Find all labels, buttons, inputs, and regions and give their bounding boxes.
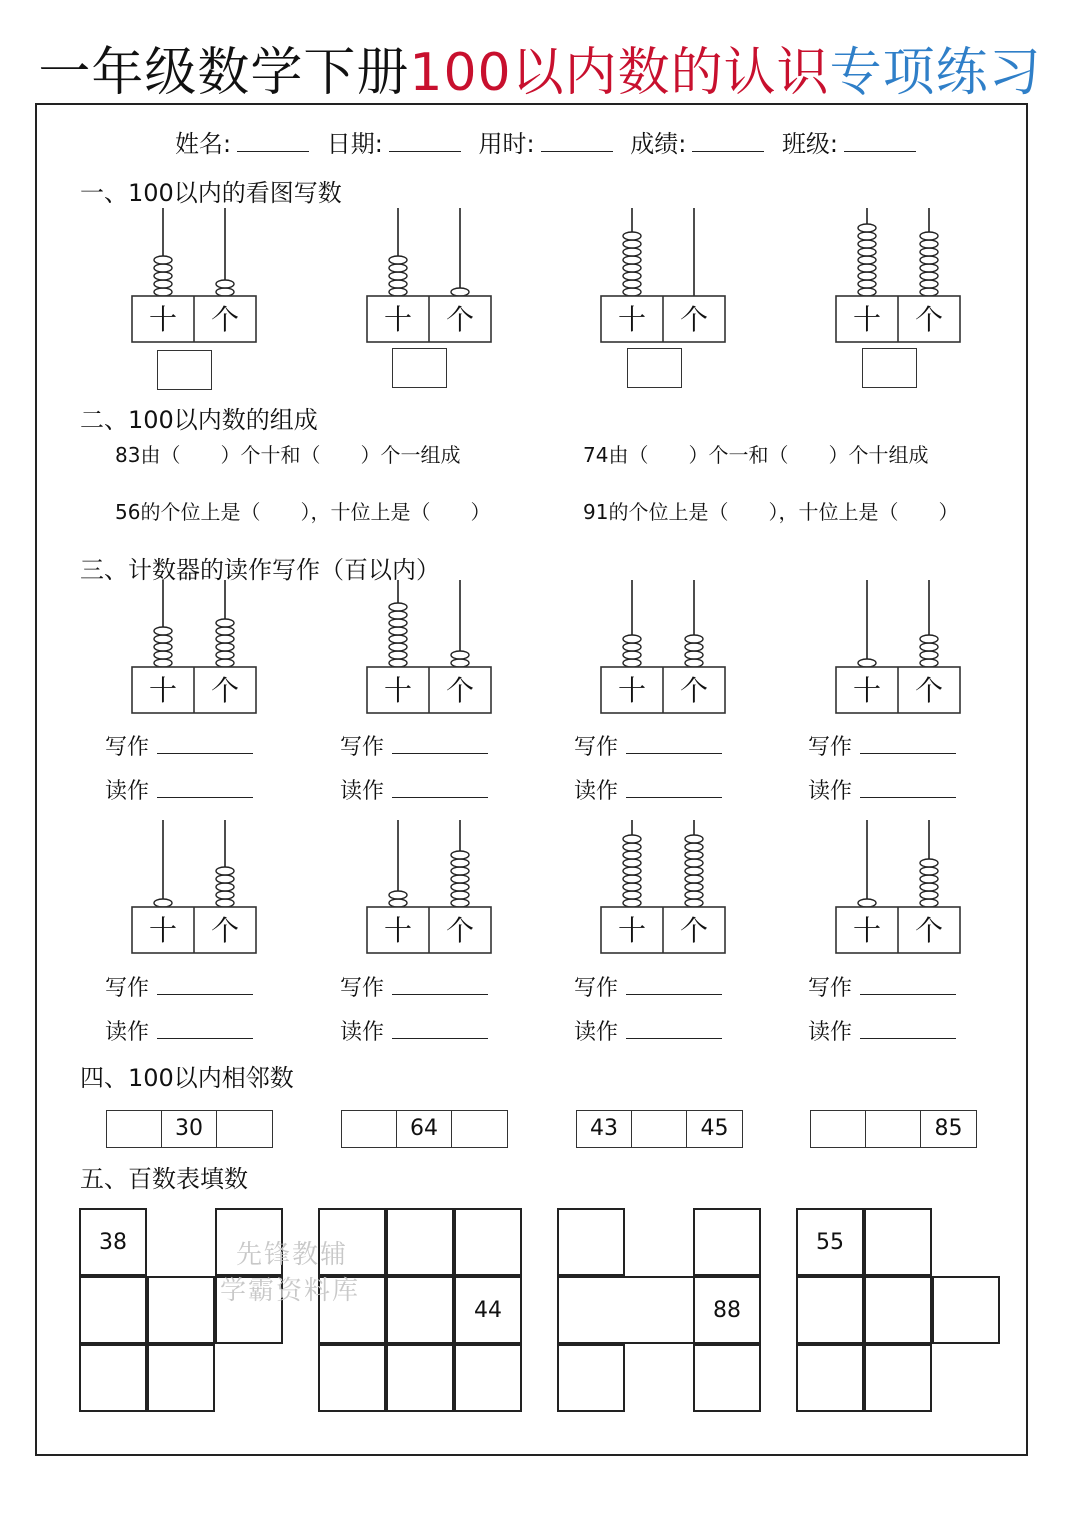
adjacent-cell[interactable]	[452, 1111, 507, 1147]
abacus-bead	[920, 891, 938, 899]
abacus-bead	[623, 240, 641, 248]
abacus-bead	[623, 867, 641, 875]
hundred-chart-cell[interactable]	[454, 1344, 522, 1412]
abacus-bead	[920, 240, 938, 248]
abacus-bead	[154, 651, 172, 659]
abacus-bead	[216, 280, 234, 288]
abacus-s3-2	[367, 580, 491, 713]
write-row-1	[105, 733, 253, 762]
abacus-bead	[389, 635, 407, 643]
abacus-bead	[216, 635, 234, 643]
adjacent-cell[interactable]	[342, 1111, 397, 1147]
abacus-ones-label: 个	[914, 303, 944, 336]
read-label: 读作	[105, 1020, 150, 1045]
answer-box-3[interactable]	[627, 348, 682, 388]
abacus-ones-label: 个	[679, 914, 709, 947]
write-label: 写作	[574, 735, 619, 760]
abacus-bead	[154, 264, 172, 272]
abacus-tens-label: 十	[617, 303, 647, 336]
abacus-bead	[623, 232, 641, 240]
abacus-s3-4	[836, 580, 960, 713]
abacus-bead	[451, 859, 469, 867]
abacus-bead	[685, 851, 703, 859]
abacus-bead	[920, 659, 938, 667]
hundred-chart-cell[interactable]	[386, 1344, 454, 1412]
abacus-ones-label: 个	[445, 914, 475, 947]
abacus-bead	[389, 659, 407, 667]
abacus-bead	[858, 280, 876, 288]
read-row-6	[340, 1018, 488, 1047]
answer-box-4[interactable]	[862, 348, 917, 388]
abacus-bead	[154, 635, 172, 643]
abacus-bead	[451, 851, 469, 859]
abacus-tens-label: 十	[148, 303, 178, 336]
hundred-chart-cell[interactable]: 88	[693, 1276, 761, 1344]
abacus-bead	[858, 224, 876, 232]
abacus-bead	[216, 875, 234, 883]
write-label: 写作	[574, 976, 619, 1001]
write-label: 写作	[340, 735, 385, 760]
answer-box-1[interactable]	[157, 350, 212, 390]
read-answer-line[interactable]	[157, 1018, 253, 1039]
abacus-s3-7	[601, 820, 725, 953]
abacus-tens-label: 十	[383, 914, 413, 947]
hundred-chart-cell[interactable]	[693, 1208, 761, 1276]
hundred-chart-cell[interactable]: 44	[454, 1276, 522, 1344]
abacus-tens-label: 十	[852, 674, 882, 707]
read-row-1	[105, 777, 253, 806]
hundred-chart-cell[interactable]	[454, 1208, 522, 1276]
abacus-bead	[451, 651, 469, 659]
abacus-bead	[389, 288, 407, 296]
abacus-bead	[389, 619, 407, 627]
abacus-ones-label: 个	[914, 674, 944, 707]
abacus-bead	[623, 288, 641, 296]
abacus-bead	[858, 240, 876, 248]
abacus-bead	[685, 899, 703, 907]
abacus-ones-label: 个	[679, 674, 709, 707]
abacus-bead	[451, 883, 469, 891]
hundred-chart-cell[interactable]	[693, 1344, 761, 1412]
abacus-bead	[154, 659, 172, 667]
abacus-bead	[623, 264, 641, 272]
title-part-3: 专项练习	[829, 43, 1042, 103]
abacus-bead	[389, 611, 407, 619]
abacus-ones-label: 个	[210, 674, 240, 707]
read-answer-line[interactable]	[392, 777, 488, 798]
section-2-heading: 二、100以内数的组成	[80, 406, 318, 434]
abacus-bead	[623, 659, 641, 667]
abacus-tens-label: 十	[148, 674, 178, 707]
abacus-bead	[623, 899, 641, 907]
abacus-bead	[858, 899, 876, 907]
abacus-bead	[685, 867, 703, 875]
abacus-tens-label: 十	[617, 674, 647, 707]
abacus-bead	[389, 280, 407, 288]
abacus-bead	[623, 859, 641, 867]
write-row-4	[808, 733, 956, 762]
abacus-bead	[685, 875, 703, 883]
abacus-bead	[623, 643, 641, 651]
abacus-bead	[685, 835, 703, 843]
abacus-bead	[920, 256, 938, 264]
read-label: 读作	[808, 1020, 853, 1045]
composition-question-2: 74由（ ）个一和（ ）个十组成	[583, 443, 929, 467]
abacus-bead	[685, 843, 703, 851]
read-row-3	[574, 777, 722, 806]
write-label: 写作	[340, 976, 385, 1001]
read-row-7	[574, 1018, 722, 1047]
abacus-bead	[389, 603, 407, 611]
abacus-bead	[920, 875, 938, 883]
abacus-bead	[623, 272, 641, 280]
read-label: 读作	[105, 779, 150, 804]
info-label-class: 班级:	[781, 130, 839, 158]
write-label: 写作	[105, 735, 150, 760]
abacus-bead	[920, 232, 938, 240]
abacus-s3-1	[132, 580, 256, 713]
read-label: 读作	[808, 779, 853, 804]
abacus-bead	[623, 891, 641, 899]
composition-question-1: 83由（ ）个十和（ ）个一组成	[115, 443, 461, 467]
abacus-bead	[858, 659, 876, 667]
read-label: 读作	[340, 779, 385, 804]
abacus-bead	[858, 264, 876, 272]
abacus-bead	[154, 272, 172, 280]
adjacent-group-1	[106, 1110, 273, 1148]
read-answer-line[interactable]	[860, 1018, 956, 1039]
abacus-bead	[216, 891, 234, 899]
abacus-s3-6	[367, 820, 491, 953]
abacus-bead	[858, 256, 876, 264]
abacus-bead	[389, 651, 407, 659]
write-answer-line[interactable]	[860, 733, 956, 754]
abacus-bead	[920, 248, 938, 256]
hundred-chart-cell[interactable]: 55	[796, 1208, 864, 1276]
composition-question-4: 91的个位上是（ ），十位上是（ ）	[583, 500, 959, 524]
abacus-bead	[920, 635, 938, 643]
write-row-2	[340, 733, 488, 762]
abacus-bead	[623, 851, 641, 859]
abacus-s1-2	[367, 208, 491, 342]
watermark-line-2: 学霸资料库	[220, 1276, 361, 1306]
abacus-tens-label: 十	[852, 303, 882, 336]
adjacent-cell[interactable]	[811, 1111, 866, 1147]
abacus-s3-8	[836, 820, 960, 953]
hundred-chart-cell[interactable]	[932, 1276, 1000, 1344]
write-answer-line[interactable]	[157, 974, 253, 995]
abacus-bead	[920, 867, 938, 875]
adjacent-cell[interactable]: 45	[700, 1116, 729, 1141]
read-answer-line[interactable]	[860, 777, 956, 798]
abacus-bead	[216, 288, 234, 296]
abacus-bead	[389, 891, 407, 899]
adjacent-group-2	[341, 1110, 508, 1148]
adjacent-cell[interactable]	[217, 1111, 272, 1147]
hundred-chart-cell[interactable]	[79, 1344, 147, 1412]
abacus-bead	[216, 627, 234, 635]
read-label: 读作	[574, 779, 619, 804]
abacus-bead	[451, 867, 469, 875]
info-label-score: 成绩:	[630, 130, 687, 158]
hundred-chart-cell[interactable]	[386, 1276, 454, 1344]
abacus-bead	[685, 891, 703, 899]
abacus-bead	[685, 635, 703, 643]
abacus-s1-4	[836, 208, 960, 342]
adjacent-cell[interactable]: 43	[577, 1111, 632, 1147]
title-part-2: 100以内数的认识	[409, 43, 830, 103]
write-label: 写作	[105, 976, 150, 1001]
watermark-line-1: 先锋教辅	[236, 1240, 349, 1270]
abacus-s1-1	[132, 208, 256, 342]
abacus-tens-label: 十	[383, 674, 413, 707]
adjacent-cell[interactable]	[632, 1111, 687, 1147]
hundred-chart-cell[interactable]	[625, 1276, 693, 1344]
write-answer-line[interactable]	[392, 974, 488, 995]
abacus-bead	[920, 280, 938, 288]
abacus-bead	[216, 899, 234, 907]
abacus-bead	[685, 651, 703, 659]
write-row-5	[105, 974, 253, 1003]
hundred-chart-cell[interactable]	[147, 1344, 215, 1412]
abacus-ones-label: 个	[914, 914, 944, 947]
hundred-chart-cell[interactable]	[796, 1276, 864, 1344]
abacus-ones-label: 个	[210, 914, 240, 947]
abacus-bead	[623, 651, 641, 659]
abacus-bead	[858, 248, 876, 256]
abacus-tens-label: 十	[617, 914, 647, 947]
abacus-bead	[451, 875, 469, 883]
hundred-chart-cell[interactable]	[557, 1276, 625, 1344]
abacus-bead	[216, 659, 234, 667]
read-label: 读作	[574, 1020, 619, 1045]
write-answer-line[interactable]	[392, 733, 488, 754]
abacus-bead	[920, 272, 938, 280]
abacus-bead	[920, 288, 938, 296]
abacus-tens-label: 十	[852, 914, 882, 947]
section-3-heading: 三、计数器的读作写作（百以内）	[80, 556, 440, 584]
adjacent-cell[interactable]	[107, 1111, 162, 1147]
abacus-bead	[685, 859, 703, 867]
abacus-bead	[451, 899, 469, 907]
write-answer-line[interactable]	[157, 733, 253, 754]
abacus-bead	[451, 659, 469, 667]
read-row-8	[808, 1018, 956, 1047]
abacus-ones-label: 个	[445, 303, 475, 336]
read-row-5	[105, 1018, 253, 1047]
abacus-bead	[623, 883, 641, 891]
abacus-bead	[389, 272, 407, 280]
adjacent-cell[interactable]: 64	[397, 1111, 452, 1147]
info-label-date: 日期:	[326, 130, 383, 158]
abacus-bead	[623, 835, 641, 843]
write-row-6	[340, 974, 488, 1003]
adjacent-group-4	[810, 1110, 977, 1148]
abacus-bead	[216, 643, 234, 651]
read-answer-line[interactable]	[157, 777, 253, 798]
abacus-bead	[216, 651, 234, 659]
adjacent-group-3	[576, 1110, 743, 1148]
adjacent-cell[interactable]: 85	[934, 1116, 963, 1141]
abacus-s3-5	[132, 820, 256, 953]
hundred-chart-cell[interactable]	[386, 1208, 454, 1276]
write-answer-line[interactable]	[626, 733, 722, 754]
hundred-chart-cell[interactable]	[147, 1276, 215, 1344]
read-answer-line[interactable]	[392, 1018, 488, 1039]
abacus-bead	[154, 643, 172, 651]
abacus-bead	[389, 643, 407, 651]
info-label-time: 用时:	[478, 130, 535, 158]
abacus-bead	[154, 280, 172, 288]
read-answer-line[interactable]	[626, 777, 722, 798]
abacus-bead	[920, 899, 938, 907]
abacus-bead	[858, 288, 876, 296]
hundred-chart-cell[interactable]	[864, 1276, 932, 1344]
section-4-heading: 四、100以内相邻数	[80, 1064, 294, 1092]
hundred-chart-cell[interactable]	[864, 1344, 932, 1412]
write-answer-line[interactable]	[860, 974, 956, 995]
abacus-bead	[685, 643, 703, 651]
abacus-bead	[154, 256, 172, 264]
section-1-heading: 一、100以内的看图写数	[80, 179, 342, 207]
abacus-bead	[623, 256, 641, 264]
abacus-bead	[623, 843, 641, 851]
abacus-bead	[389, 264, 407, 272]
abacus-bead	[623, 248, 641, 256]
hundred-chart-cell[interactable]: 38	[79, 1208, 147, 1276]
abacus-ones-label: 个	[679, 303, 709, 336]
abacus-bead	[920, 264, 938, 272]
abacus-bead	[858, 232, 876, 240]
abacus-bead	[623, 280, 641, 288]
read-answer-line[interactable]	[626, 1018, 722, 1039]
info-label-name: 姓名:	[175, 130, 232, 158]
read-row-4	[808, 777, 956, 806]
write-row-3	[574, 733, 722, 762]
abacus-bead	[685, 659, 703, 667]
hundred-chart-cell[interactable]	[318, 1344, 386, 1412]
adjacent-cell[interactable]: 30	[162, 1111, 217, 1147]
abacus-bead	[154, 627, 172, 635]
abacus-tens-label: 十	[148, 914, 178, 947]
abacus-bead	[216, 867, 234, 875]
write-row-8	[808, 974, 956, 1003]
read-label: 读作	[340, 1020, 385, 1045]
composition-question-3: 56的个位上是（ ），十位上是（ ）	[115, 500, 491, 524]
abacus-bead	[920, 883, 938, 891]
abacus-bead	[623, 635, 641, 643]
hundred-chart-cell[interactable]	[557, 1344, 625, 1412]
abacus-bead	[389, 256, 407, 264]
abacus-bead	[216, 883, 234, 891]
abacus-bead	[920, 643, 938, 651]
abacus-bead	[858, 272, 876, 280]
abacus-bead	[623, 875, 641, 883]
abacus-bead	[451, 891, 469, 899]
abacus-bead	[685, 883, 703, 891]
write-label: 写作	[808, 735, 853, 760]
abacus-bead	[920, 651, 938, 659]
write-label: 写作	[808, 976, 853, 1001]
abacus-bead	[920, 859, 938, 867]
abacus-s3-3	[601, 580, 725, 713]
abacus-ones-label: 个	[445, 674, 475, 707]
hundred-chart-cell[interactable]	[796, 1344, 864, 1412]
abacus-bead	[154, 899, 172, 907]
abacus-tens-label: 十	[383, 303, 413, 336]
write-row-7	[574, 974, 722, 1003]
abacus-bead	[216, 619, 234, 627]
abacus-bead	[389, 627, 407, 635]
answer-box-2[interactable]	[392, 348, 447, 388]
abacus-bead	[451, 288, 469, 296]
adjacent-cell[interactable]	[866, 1111, 921, 1147]
abacus-bead	[154, 288, 172, 296]
write-answer-line[interactable]	[626, 974, 722, 995]
hundred-chart-cell[interactable]	[864, 1208, 932, 1276]
read-row-2	[340, 777, 488, 806]
abacus-ones-label: 个	[210, 303, 240, 336]
abacus-s1-3	[601, 208, 725, 342]
hundred-chart-cell[interactable]	[79, 1276, 147, 1344]
abacus-bead	[389, 899, 407, 907]
title-part-1: 一年级数学下册	[38, 43, 410, 103]
hundred-chart-cell[interactable]	[557, 1208, 625, 1276]
section-5-heading: 五、百数表填数	[80, 1165, 248, 1193]
